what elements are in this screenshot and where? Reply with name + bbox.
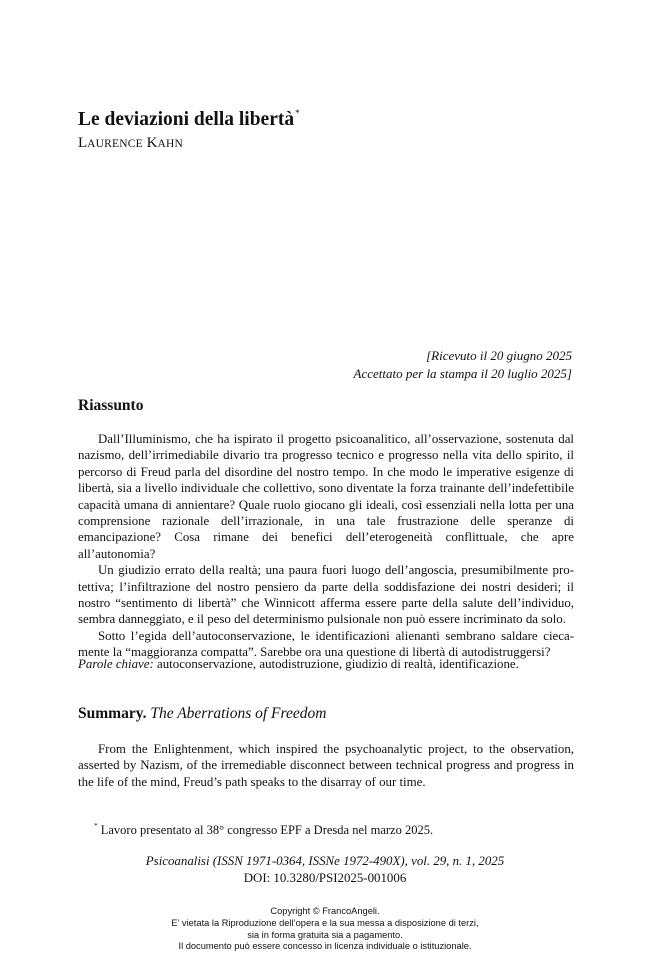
footnote-text: Lavoro presentato al 38° congresso EPF a Dresda nel marzo 2025. bbox=[100, 823, 434, 837]
footnote-mark: * bbox=[94, 821, 98, 830]
summary-heading bbox=[78, 705, 326, 723]
copyright-line: sia in forma gratuita sia a pagamento. bbox=[247, 929, 403, 940]
footnote bbox=[94, 821, 433, 838]
article-title bbox=[78, 108, 300, 131]
summary-subtitle: The Aberrations of Freedom bbox=[150, 705, 327, 722]
author-last-rest: AHN bbox=[157, 138, 183, 150]
copyright-line: E’ vietata la Riproduzione dell’opera e la sua messa a disposizione di terzi, bbox=[171, 917, 479, 928]
riassunto-heading: Riassunto bbox=[78, 397, 144, 414]
article-title-text: Le deviazioni della libertà bbox=[78, 109, 295, 130]
journal-info bbox=[0, 853, 650, 887]
received-date: [Ricevuto il 20 giugno 2025 bbox=[426, 348, 572, 363]
copyright-line: Copyright © FrancoAngeli. bbox=[270, 906, 380, 916]
riassunto-paragraph: Un giudizio errato della realtà; una paura fuori luogo dell’angoscia, presumibilmente protettiva; l’infiltrazione del nostro pensiero da parte della soddisfazione dei nostri desideri; il nostro “sentimento di libertà” che Winnicott afferma essere parte della salute dell’individuo, sembra danneggiato, e il peso del determinismo pulsionale non può essere incriminato da solo. bbox=[78, 563, 574, 627]
riassunto-paragraph: Sotto l’egida dell’autoconservazione, le identificazioni alienanti sembrano saldare ciecamente la “maggioranza compatta”. Sarebbe ora una questione di libertà di autodistruggersi? bbox=[78, 628, 574, 660]
author-first-initial: L bbox=[78, 135, 88, 151]
summary-paragraph: From the Enlightenment, which inspired the psychoanalytic project, to the observation, asserted by Nazism, of the irremediable disconnect between technical progress and progress in the life of the mind, Freud’s path speaks to the disarray of our time. bbox=[78, 742, 574, 789]
riassunto-paragraph: Dall’Illuminismo, che ha ispirato il progetto psicoanalitico, all’osservazione, sostenuta dal nazismo, dell’irrimediabile divario tra progresso tecnico e progresso nella vita dello spirito, il percorso di Freud parla del disordine del nostro tempo. In che modo le imperative esigenze di libertà, sia a livello individuale che collettivo, sono diventate la forza trainante dell’indefettibile capacità umana di annientare? Quale ruolo giocano gli ideali, così essenziali nella lotta per una comprensione razionale dell’irrazionale, in una tale frustrazione delle speranze di emancipazione? Cosa rimane dei benefici dell’eterogeneità conflittuale, che apre all’autonomia? bbox=[78, 432, 574, 561]
keywords bbox=[78, 657, 519, 672]
accepted-date: Accettato per la stampa il 20 luglio 2025] bbox=[353, 365, 572, 381]
copyright-line: Il documento può essere concesso in licenza individuale o istituzionale. bbox=[178, 941, 472, 952]
doi-link: DOI: 10.3280/PSI2025-001006 bbox=[243, 871, 407, 885]
title-footnote-mark: * bbox=[295, 108, 300, 118]
keywords-label: Parole chiave: bbox=[78, 657, 154, 671]
author-first-rest: AURENCE bbox=[87, 138, 143, 150]
summary-heading-label: Summary. bbox=[78, 705, 147, 722]
summary-body bbox=[78, 741, 574, 790]
author-last-initial: K bbox=[146, 135, 158, 151]
received-note bbox=[354, 347, 572, 382]
riassunto-body bbox=[78, 431, 574, 661]
article-author bbox=[78, 135, 183, 152]
copyright-notice bbox=[0, 906, 650, 953]
keywords-list: autoconservazione, autodistruzione, giudizio di realtà, identificazione. bbox=[157, 657, 519, 671]
journal-citation: Psicoanalisi (ISSN 1971-0364, ISSNe 1972-490X), vol. 29, n. 1, 2025 bbox=[145, 854, 505, 868]
